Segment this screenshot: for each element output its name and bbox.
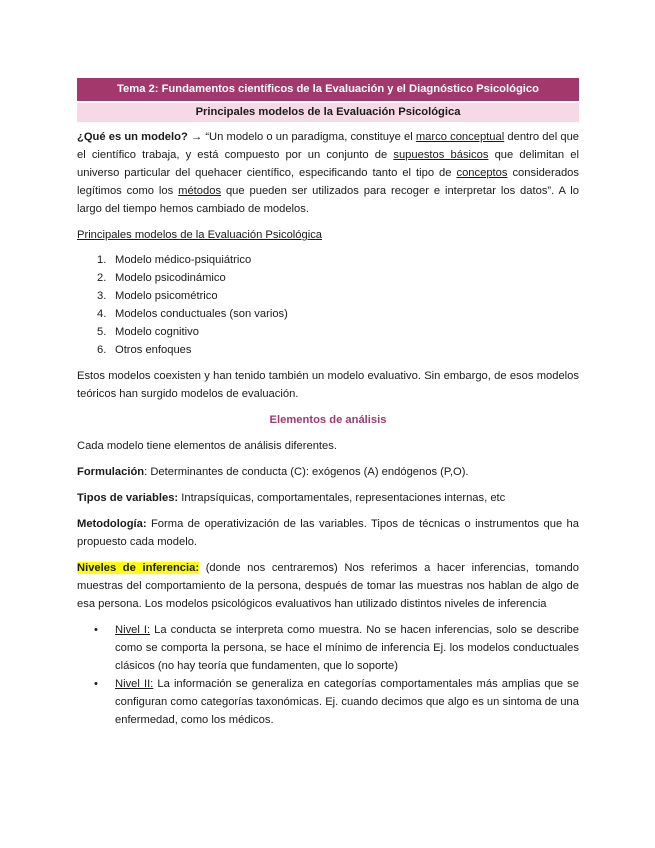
list-number: 5. — [97, 326, 107, 338]
bullet-icon: • — [94, 624, 98, 636]
list-item — [77, 251, 579, 269]
list-item — [77, 621, 579, 675]
list-item — [77, 323, 579, 341]
list-label: Modelos conductuales (son varios) — [115, 308, 288, 320]
term-marco-conceptual: marco conceptual — [415, 131, 505, 143]
list-item — [77, 269, 579, 287]
metodologia-text: Forma de operativización de las variables. Tipos de técnicas o instrumentos que ha propuesto cada modelo. — [77, 518, 579, 548]
intro-paragraph — [77, 128, 579, 218]
intro-question: ¿Qué es un modelo? — [77, 131, 188, 143]
term-supuestos-basicos: supuestos básicos — [393, 149, 489, 161]
metodologia-paragraph — [77, 515, 579, 551]
variables-paragraph — [77, 489, 579, 507]
list-label: Modelo psicométrico — [115, 290, 218, 302]
nivel-text: La información se generaliza en categorías comportamentales más amplias que se configuran como categorías taxonómicas. Ej. cuando decimos que algo es un sintoma de una enfermedad, como los médicos. — [115, 678, 579, 726]
nivel-label: Nivel I: — [115, 624, 151, 636]
metodologia-label: Metodología: — [77, 518, 147, 530]
intro-text-3: que delimitan el universo particular del quehacer científico, especificando tanto el tipo de — [77, 149, 579, 179]
intro-text-2: dentro del que el científico trabaja, y está compuesto por un conjunto de — [77, 131, 580, 161]
intro-text-5: que pueden ser utilizados para recoger e interpretar los datos”. A lo largo del tiempo hemos cambiado de modelos. — [77, 185, 579, 215]
list-label: Modelo psicodinámico — [115, 272, 226, 284]
models-list — [77, 251, 579, 359]
document-content — [77, 78, 579, 729]
variables-text: Intrapsíquicas, comportamentales, representaciones internas, etc — [178, 492, 506, 504]
list-item — [77, 305, 579, 323]
formulacion-paragraph — [77, 463, 579, 481]
nivel-label: Nivel II: — [115, 678, 154, 690]
list-label: Otros enfoques — [115, 344, 192, 356]
niveles-list — [77, 621, 579, 729]
nivel-text: La conducta se interpreta como muestra. No se hacen inferencias, solo se describe como se comporta la persona, se hace el mínimo de inferencia Ej. los modelos conductuales clásicos (no hay teoría que fundamenten, que lo soporte) — [115, 624, 579, 672]
list-number: 1. — [97, 254, 107, 266]
analysis-intro: Cada modelo tiene elementos de análisis diferentes. — [77, 440, 337, 452]
formulacion-label: Formulación — [77, 466, 145, 478]
niveles-text: (donde nos centraremos) Nos referimos a hacer inferencias, tomando muestras del comportamiento de la persona, después de tomar las muestras nos hablan de algo de esa persona. Los modelos psicológicos evaluativos han utilizado distintos niveles de inferencia — [77, 562, 579, 610]
list-number: 4. — [97, 308, 107, 320]
term-conceptos: conceptos — [456, 167, 508, 179]
formulacion-text: : Determinantes de conducta (C): exógenos (A) endógenos (P,O). — [144, 466, 469, 478]
analysis-heading: Elementos de análisis — [269, 414, 387, 426]
niveles-label-highlight: Niveles de inferencia: — [77, 562, 200, 574]
list-number: 2. — [97, 272, 107, 284]
bullet-icon: • — [94, 678, 98, 690]
intro-text-1: “Un modelo o un paradigma, constituye el — [202, 131, 416, 143]
list-item — [77, 675, 579, 729]
models-heading: Principales modelos de la Evaluación Psicológica — [77, 229, 323, 241]
list-number: 6. — [97, 344, 107, 356]
list-number: 3. — [97, 290, 107, 302]
coexist-paragraph: Estos modelos coexisten y han tenido también un modelo evaluativo. Sin embargo, de esos modelos teóricos han surgido modelos de evaluación. — [77, 370, 579, 400]
niveles-paragraph — [77, 559, 579, 613]
intro-text-4: considerados legítimos como los — [77, 167, 579, 197]
list-label: Modelo cognitivo — [115, 326, 199, 338]
list-item — [77, 287, 579, 305]
topic-subtitle-bar: Principales modelos de la Evaluación Psicológica — [77, 103, 579, 122]
list-item — [77, 341, 579, 359]
variables-label: Tipos de variables: — [77, 492, 179, 504]
term-metodos: métodos — [178, 185, 222, 197]
topic-title-bar: Tema 2: Fundamentos científicos de la Evaluación y el Diagnóstico Psicológico — [77, 78, 579, 101]
arrow-icon: → — [190, 131, 203, 143]
list-label: Modelo médico-psiquiátrico — [115, 254, 252, 266]
